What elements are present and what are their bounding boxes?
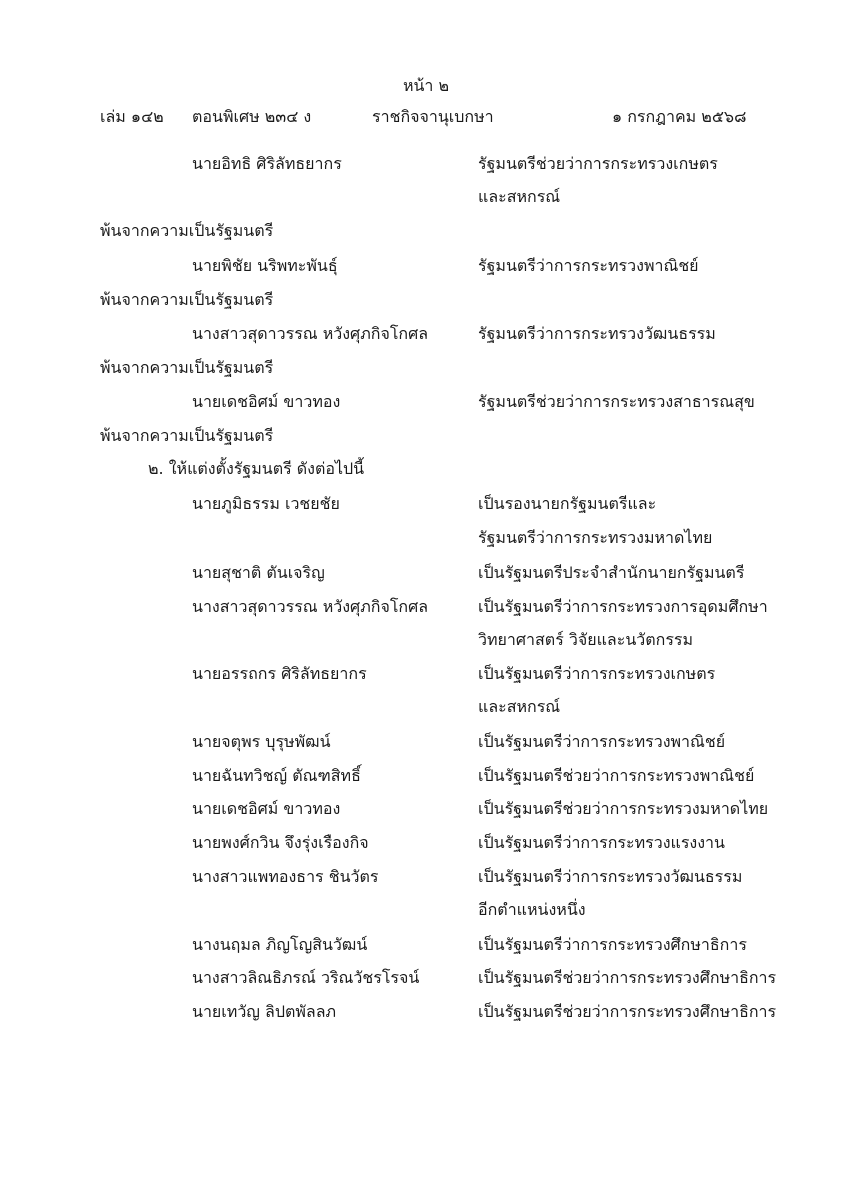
appointee-name: นายอรรถกร ศิริลัทธยากร <box>192 664 367 683</box>
appointee-position: เป็นรัฐมนตรีว่าการกระทรวงการอุดมศึกษา <box>478 597 768 616</box>
appointee-position: เป็นรัฐมนตรีช่วยว่าการกระทรวงมหาดไทย <box>478 799 769 818</box>
appointee-name: นางสาวแพทองธาร ชินวัตร <box>192 867 379 886</box>
removed-position: รัฐมนตรีช่วยว่าการกระทรวงเกษตร <box>478 154 718 173</box>
header-volume: เล่ม ๑๔๒ <box>100 107 164 126</box>
appointee-position: เป็นรัฐมนตรีประจำสำนักนายกรัฐมนตรี <box>478 563 745 582</box>
appointee-name: นายสุชาติ ตันเจริญ <box>192 563 325 582</box>
page-number: หน้า ๒ <box>402 76 450 95</box>
appointee-name: นางสาวสุดาวรรณ หวังศุภกิจโกศล <box>192 597 429 616</box>
removed-name: นายอิทธิ ศิริลัทธยากร <box>192 154 342 173</box>
appointee-name: นายพงศ์กวิน จึงรุ่งเรืองกิจ <box>192 833 369 852</box>
appointee-position: เป็นรัฐมนตรีว่าการกระทรวงวัฒนธรรม <box>478 867 743 886</box>
removed-name: นายพิชัย นริพทะพันธุ์ <box>192 256 338 275</box>
removed-position: รัฐมนตรีช่วยว่าการกระทรวงสาธารณสุข <box>478 392 755 411</box>
removed-note: พ้นจากความเป็นรัฐมนตรี <box>100 426 274 445</box>
removed-position: รัฐมนตรีว่าการกระทรวงพาณิชย์ <box>478 256 699 275</box>
appointee-position: เป็นรองนายกรัฐมนตรีและ <box>478 494 657 513</box>
removed-note: พ้นจากความเป็นรัฐมนตรี <box>100 221 274 240</box>
header-section: ตอนพิเศษ ๒๓๔ ง <box>192 107 312 126</box>
appointee-name: นายเดชอิศม์ ขาวทอง <box>192 799 341 818</box>
removed-name: นางสาวสุดาวรรณ หวังศุภกิจโกศล <box>192 324 429 343</box>
appointee-position: เป็นรัฐมนตรีช่วยว่าการกระทรวงพาณิชย์ <box>478 766 755 785</box>
appointee-name: นางสาวลิณธิภรณ์ วริณวัชรโรจน์ <box>192 968 420 987</box>
section-2-heading: ๒. ให้แต่งตั้งรัฐมนตรี ดังต่อไปนี้ <box>148 459 365 478</box>
appointee-position: เป็นรัฐมนตรีว่าการกระทรวงเกษตร <box>478 664 716 683</box>
appointee-position: เป็นรัฐมนตรีช่วยว่าการกระทรวงศึกษาธิการ <box>478 1002 777 1021</box>
appointee-name: นายเทวัญ ลิปตพัลลภ <box>192 1002 337 1021</box>
appointee-name: นายภูมิธรรม เวชยชัย <box>192 494 340 513</box>
appointee-position-cont: และสหกรณ์ <box>478 697 561 716</box>
header-date: ๑ กรกฎาคม ๒๕๖๘ <box>612 107 747 126</box>
appointee-position-cont: วิทยาศาสตร์ วิจัยและนวัตกรรม <box>478 630 694 649</box>
appointee-name: นางนฤมล ภิญโญสินวัฒน์ <box>192 935 368 954</box>
removed-position: รัฐมนตรีว่าการกระทรวงวัฒนธรรม <box>478 324 716 343</box>
removed-position-cont: และสหกรณ์ <box>478 187 561 206</box>
appointee-position: เป็นรัฐมนตรีว่าการกระทรวงพาณิชย์ <box>478 732 726 751</box>
appointee-name: นายจตุพร บุรุษพัฒน์ <box>192 732 331 751</box>
appointee-position-cont: รัฐมนตรีว่าการกระทรวงมหาดไทย <box>478 528 713 547</box>
removed-name: นายเดชอิศม์ ขาวทอง <box>192 392 341 411</box>
appointee-name: นายฉันทวิชญ์ ตัณฑสิทธิ์ <box>192 766 361 785</box>
appointee-position: เป็นรัฐมนตรีว่าการกระทรวงแรงงาน <box>478 833 725 852</box>
header-publication: ราชกิจจานุเบกษา <box>372 107 494 126</box>
appointee-position: เป็นรัฐมนตรีช่วยว่าการกระทรวงศึกษาธิการ <box>478 968 777 987</box>
appointee-position: เป็นรัฐมนตรีว่าการกระทรวงศึกษาธิการ <box>478 935 747 954</box>
removed-note: พ้นจากความเป็นรัฐมนตรี <box>100 358 274 377</box>
appointee-position-cont: อีกตำแหน่งหนึ่ง <box>478 900 586 919</box>
removed-note: พ้นจากความเป็นรัฐมนตรี <box>100 290 274 309</box>
